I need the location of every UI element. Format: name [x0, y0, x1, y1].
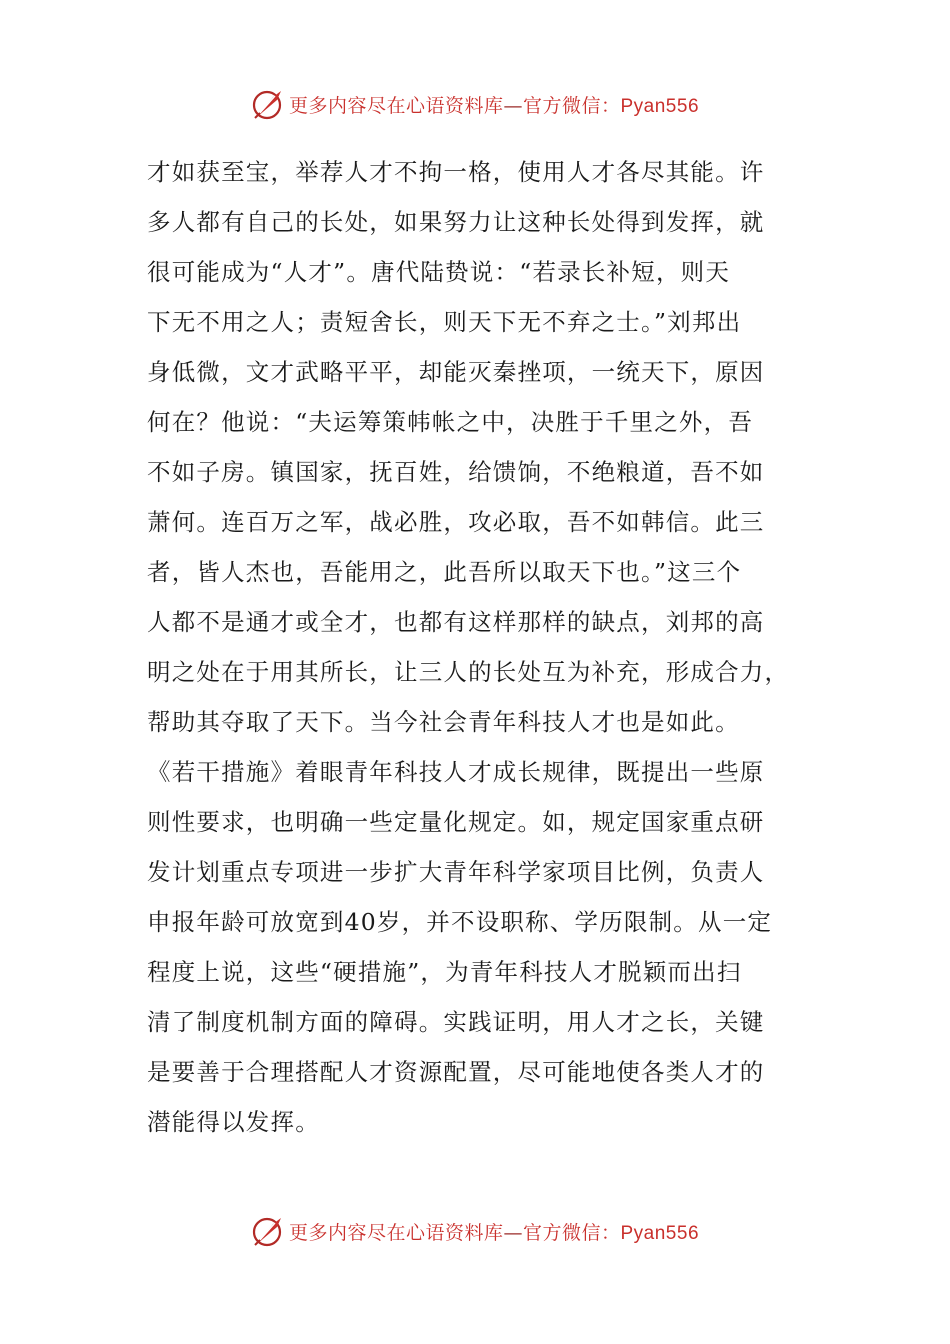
footer-banner — [0, 1211, 950, 1251]
text-line: 《若干措施》着眼青年科技人才成长规律，既提出一些原 — [147, 758, 765, 786]
site-name: 更多内容尽在心语资料库 — [288, 94, 504, 117]
footer-banner-text — [289, 1218, 699, 1245]
text-line: 发计划重点专项进一步扩大青年科学家项目比例，负责人 — [147, 858, 765, 886]
wechat-id: Pyan556 — [620, 1222, 700, 1244]
quill-pen-logo-icon — [251, 87, 285, 121]
wechat-id: Pyan556 — [620, 95, 700, 117]
banner-separator: — — [503, 1221, 523, 1244]
text-line: 多人都有自己的长处，如果努力让这种长处得到发挥，就 — [147, 208, 765, 236]
wechat-label: 官方微信： — [522, 1221, 621, 1244]
text-line: 何在？他说：“夫运筹策帏帐之中，决胜于千里之外，吾 — [147, 408, 754, 436]
text-line: 身低微，文才武略平平，却能灭秦挫项，一统天下，原因 — [147, 358, 765, 386]
text-line: 很可能成为“人才”。唐代陆贽说：“若录长补短，则天 — [147, 258, 731, 286]
site-name: 更多内容尽在心语资料库 — [288, 1221, 504, 1244]
text-line: 人都不是通才或全才，也都有这样那样的缺点，刘邦的高 — [147, 608, 765, 636]
text-line: 申报年龄可放宽到40岁，并不设职称、学历限制。从一定 — [147, 908, 773, 936]
text-line: 不如子房。镇国家，抚百姓，给馈饷，不绝粮道，吾不如 — [147, 458, 765, 486]
text-line: 萧何。连百万之军，战必胜，攻必取，吾不如韩信。此三 — [147, 508, 765, 536]
header-banner — [0, 84, 950, 124]
text-line: 清了制度机制方面的障碍。实践证明，用人才之长，关键 — [147, 1008, 765, 1036]
text-line: 帮助其夺取了天下。当今社会青年科技人才也是如此。 — [147, 708, 740, 736]
quill-pen-logo-icon — [251, 1214, 285, 1248]
text-line: 明之处在于用其所长，让三人的长处互为补充，形成合力， — [147, 658, 790, 686]
text-line: 是要善于合理搭配人才资源配置，尽可能地使各类人才的 — [147, 1058, 765, 1086]
text-line: 者，皆人杰也，吾能用之，此吾所以取天下也。”这三个 — [147, 558, 742, 586]
text-line: 下无不用之人；责短舍长，则天下无不弃之士。”刘邦出 — [147, 308, 742, 336]
text-line: 潜能得以发挥。 — [147, 1108, 320, 1136]
text-line: 则性要求，也明确一些定量化规定。如，规定国家重点研 — [147, 808, 765, 836]
banner-separator: — — [503, 94, 523, 117]
text-line: 程度上说，这些“硬措施”，为青年科技人才脱颖而出扫 — [147, 958, 742, 986]
text-line: 才如获至宝，举荐人才不拘一格，使用人才各尽其能。许 — [147, 158, 765, 186]
header-banner-text — [289, 91, 699, 118]
wechat-label: 官方微信： — [522, 94, 621, 117]
article-body — [147, 147, 807, 1147]
